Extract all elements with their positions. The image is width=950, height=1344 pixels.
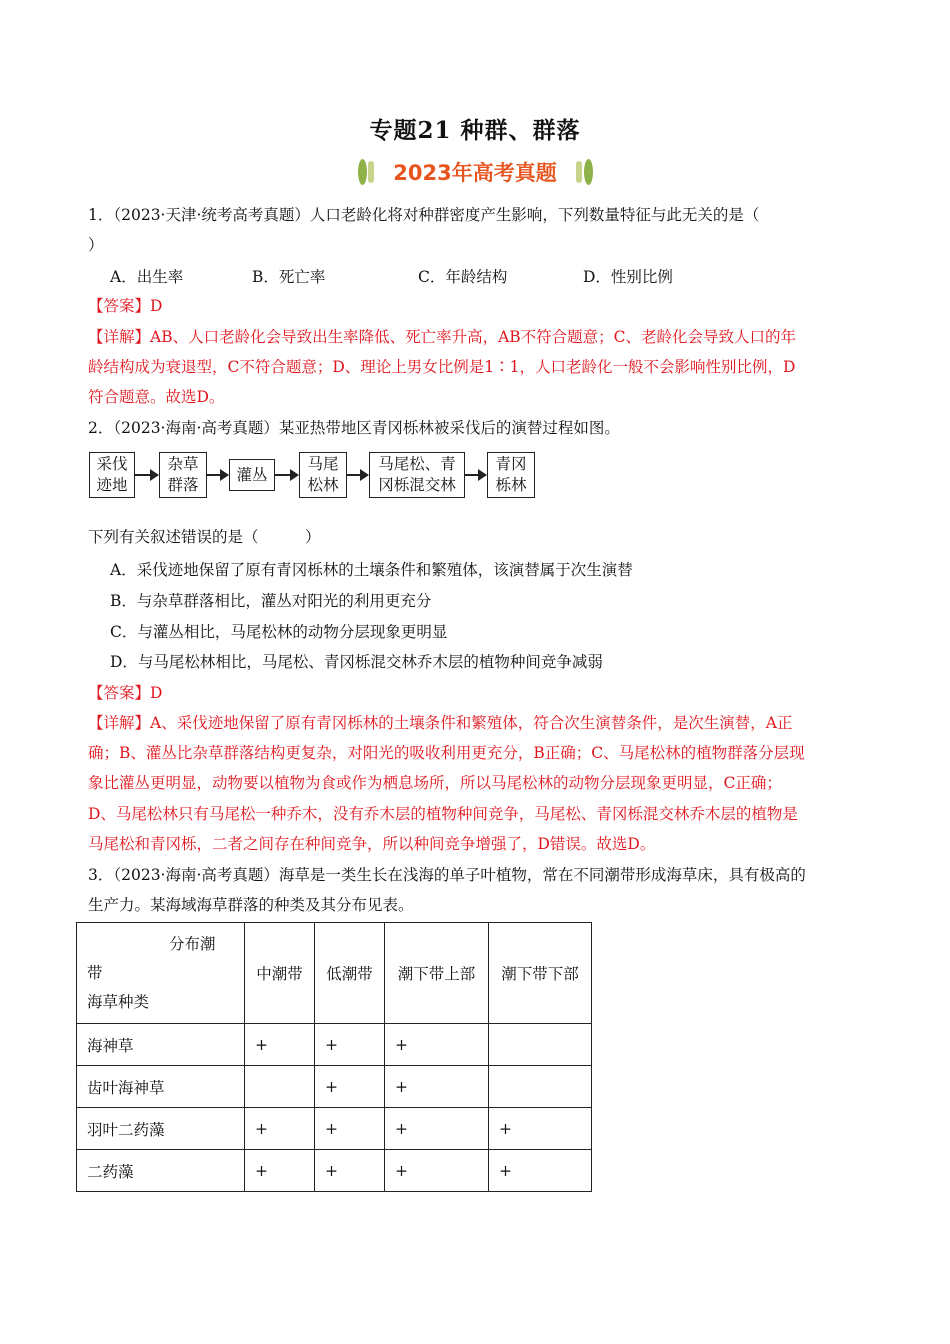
flow-step: 采伐 迹地 (89, 452, 135, 498)
table-cell: + (315, 1024, 385, 1066)
corner-label: 带 (87, 963, 103, 982)
succession-flowchart (89, 452, 539, 502)
row-label: 海神草 (77, 1024, 245, 1066)
flow-step: 青冈 栎林 (487, 452, 535, 498)
table-cell: + (245, 1024, 315, 1066)
corner-label: 海草种类 (87, 992, 150, 1011)
q1-explain-line: 【详解】AB、人口老龄化会导致出生率降低、死亡率升高，AB不符合题意；C、老龄化会导致人口的年 (88, 328, 797, 346)
q1-option-d: D．性别比例 (583, 268, 673, 286)
q3-stem: 生产力。某海域海草群落的种类及其分布见表。 (88, 896, 414, 914)
q1-option-b: B．死亡率 (252, 268, 326, 286)
table-cell (245, 1066, 315, 1108)
table-row (77, 1108, 592, 1150)
table-row (77, 1066, 592, 1108)
table-row (77, 1150, 592, 1192)
q2-option-a: A．采伐迹地保留了原有青冈栎林的土壤条件和繁殖体，该演替属于次生演替 (110, 561, 633, 579)
row-label: 齿叶海神草 (77, 1066, 245, 1108)
q2-explain-line: 象比灌丛更明显，动物要以植物为食或作为栖息场所，所以马尾松林的动物分层现象更明显，C正确； (88, 774, 782, 792)
q1-option-c: C．年龄结构 (418, 268, 508, 286)
q1-explain-line: 龄结构成为衰退型，C不符合题意；D、理论上男女比例是1∶1，人口老龄化一般不会影响性别比例，D (88, 358, 796, 376)
table-cell: + (385, 1150, 489, 1192)
q2-explain-line: 【详解】A、采伐迹地保留了原有青冈栎林的土壤条件和繁殖体，符合次生演替条件，是次生演替，A正 (88, 714, 793, 732)
table-cell (489, 1066, 592, 1108)
flow-step: 杂草 群落 (159, 452, 207, 498)
flow-step: 马尾松、青 冈栎混交林 (369, 452, 465, 498)
q2-stem: 2．（2023·海南·高考真题）某亚热带地区青冈栎林被采伐后的演替过程如图。 (88, 419, 620, 437)
seagrass-table (76, 922, 592, 1192)
flow-arrow (275, 474, 297, 476)
table-row (77, 1024, 592, 1066)
table-cell: + (245, 1108, 315, 1150)
q1-stem: 1．（2023·天津·统考高考真题）人口老龄化将对种群密度产生影响，下列数量特征与此无关的是（ (88, 206, 760, 224)
flow-step: 马尾 松林 (299, 452, 347, 498)
banner-bar (576, 161, 582, 183)
q2-option-d: D．与马尾松林相比，马尾松、青冈栎混交林乔木层的植物种间竞争减弱 (110, 653, 603, 671)
flow-step: 灌丛 (229, 459, 275, 491)
q2-question: 下列有关叙述错误的是（ ） (88, 528, 321, 546)
q2-option-c: C．与灌丛相比，马尾松林的动物分层现象更明显 (110, 623, 448, 641)
q3-stem: 3．（2023·海南·高考真题）海草是一类生长在浅海的单子叶植物，常在不同潮带形成海草床，具有极高的 (88, 866, 806, 884)
page-title: 专题21 种群、群落 (369, 117, 581, 144)
q2-explain-line: 确；B、灌丛比杂草群落结构更复杂，对阳光的吸收利用更充分，B正确；C、马尾松林的植物群落分层现 (88, 744, 805, 762)
table-cell: + (315, 1108, 385, 1150)
table-cell: + (489, 1150, 592, 1192)
table-cell: + (315, 1066, 385, 1108)
table-cell: + (385, 1108, 489, 1150)
column-header: 潮下带下部 (489, 923, 592, 1024)
flow-arrow (465, 474, 485, 476)
row-label: 二药藻 (77, 1150, 245, 1192)
q2-answer: 【答案】D (88, 684, 163, 702)
section-banner (352, 152, 598, 190)
leaf-icon (584, 159, 593, 185)
table-cell: + (385, 1024, 489, 1066)
table-cell: + (315, 1150, 385, 1192)
column-header: 低潮带 (315, 923, 385, 1024)
table-cell (489, 1024, 592, 1066)
q2-option-b: B．与杂草群落相比，灌丛对阳光的利用更充分 (110, 592, 432, 610)
q2-explain-line: D、马尾松林只有马尾松一种乔木，没有乔木层的植物种间竞争，马尾松、青冈栎混交林乔木层的植物是 (88, 805, 798, 823)
table-cell: + (245, 1150, 315, 1192)
flow-arrow (207, 474, 227, 476)
q1-explain-line: 符合题意。故选D。 (88, 388, 225, 406)
table-corner-header (77, 923, 245, 1024)
q2-explain-line: 马尾松和青冈栎，二者之间存在种间竞争，所以种间竞争增强了，D错误。故选D。 (88, 835, 656, 853)
corner-label: 分布潮 (169, 934, 216, 953)
table-cell: + (489, 1108, 592, 1150)
table-cell: + (385, 1066, 489, 1108)
banner-text: 2023年高考真题 (393, 161, 557, 185)
q1-stem-end: ） (88, 236, 104, 254)
column-header: 潮下带上部 (385, 923, 489, 1024)
q1-option-a: A．出生率 (110, 268, 184, 286)
table-header-row (77, 923, 592, 1024)
flow-arrow (347, 474, 367, 476)
row-label: 羽叶二药藻 (77, 1108, 245, 1150)
flow-arrow (135, 474, 157, 476)
q1-answer: 【答案】D (88, 297, 163, 315)
column-header: 中潮带 (245, 923, 315, 1024)
